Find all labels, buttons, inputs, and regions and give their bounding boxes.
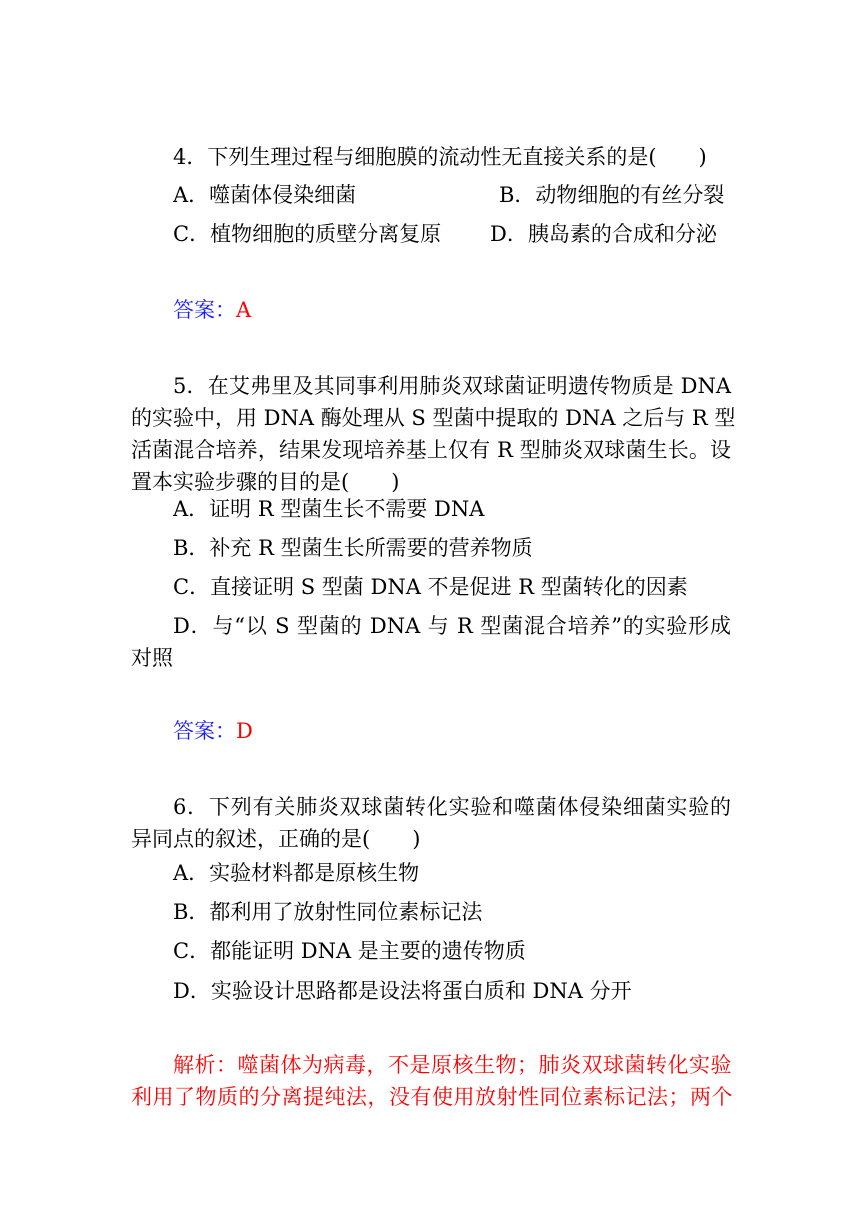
question-5-answer xyxy=(173,715,253,747)
question-6-option-c: C．都能证明 DNA 是主要的遗传物质 xyxy=(173,939,526,963)
question-4-option-d: D．胰岛素的合成和分泌 xyxy=(490,222,717,246)
question-5-option-b: B．补充 R 型菌生长所需要的营养物质 xyxy=(173,536,533,560)
question-6-explanation-line-1 xyxy=(173,1049,731,1081)
question-6-stem-line-2: 异同点的叙述，正确的是( ) xyxy=(131,827,421,851)
question-5-option-d: D．与“以 S 型菌的 DNA 与 R 型菌混合培养”的实验形成 xyxy=(173,614,731,638)
question-6-stem-line-1: 6．下列有关肺炎双球菌转化实验和噬菌体侵染细菌实验的 xyxy=(173,795,731,819)
explanation-label: 解析： xyxy=(173,1053,238,1077)
question-6-option-a: A．实验材料都是原核生物 xyxy=(173,861,420,885)
question-4-option-b: B．动物细胞的有丝分裂 xyxy=(499,183,725,207)
question-6-option-d: D．实验设计思路都是设法将蛋白质和 DNA 分开 xyxy=(173,979,632,1003)
question-4-answer xyxy=(173,294,251,326)
answer-value: A xyxy=(236,298,252,322)
answer-value: D xyxy=(236,719,253,743)
question-6-explanation-line-2: 利用了物质的分离提纯法，没有使用放射性同位素标记法；两个 xyxy=(131,1085,733,1109)
answer-label: 答案： xyxy=(173,298,236,322)
question-5-stem-line-4: 置本实验步骤的目的是( ) xyxy=(131,470,400,494)
question-5-stem-line-2: 的实验中，用 DNA 酶处理从 S 型菌中提取的 DNA 之后与 R 型 xyxy=(131,406,736,430)
question-4-option-c: C．植物细胞的质壁分离复原 xyxy=(173,222,442,246)
question-6-option-b: B．都利用了放射性同位素标记法 xyxy=(173,900,483,924)
answer-label: 答案： xyxy=(173,719,236,743)
explanation-text: 噬菌体为病毒，不是原核生物；肺炎双球菌转化实验 xyxy=(237,1053,732,1077)
question-5-stem-line-1: 5．在艾弗里及其同事利用肺炎双球菌证明遗传物质是 DNA xyxy=(173,374,731,398)
question-5-option-c: C．直接证明 S 型菌 DNA 不是促进 R 型菌转化的因素 xyxy=(173,575,688,599)
question-5-option-d-cont: 对照 xyxy=(131,646,173,670)
question-5-stem-line-3: 活菌混合培养，结果发现培养基上仅有 R 型肺炎双球菌生长。设 xyxy=(131,438,731,462)
question-5-option-a: A．证明 R 型菌生长不需要 DNA xyxy=(173,497,485,521)
question-4-option-a: A．噬菌体侵染细菌 xyxy=(173,183,357,207)
question-4-stem: 4．下列生理过程与细胞膜的流动性无直接关系的是( ) xyxy=(173,145,707,169)
